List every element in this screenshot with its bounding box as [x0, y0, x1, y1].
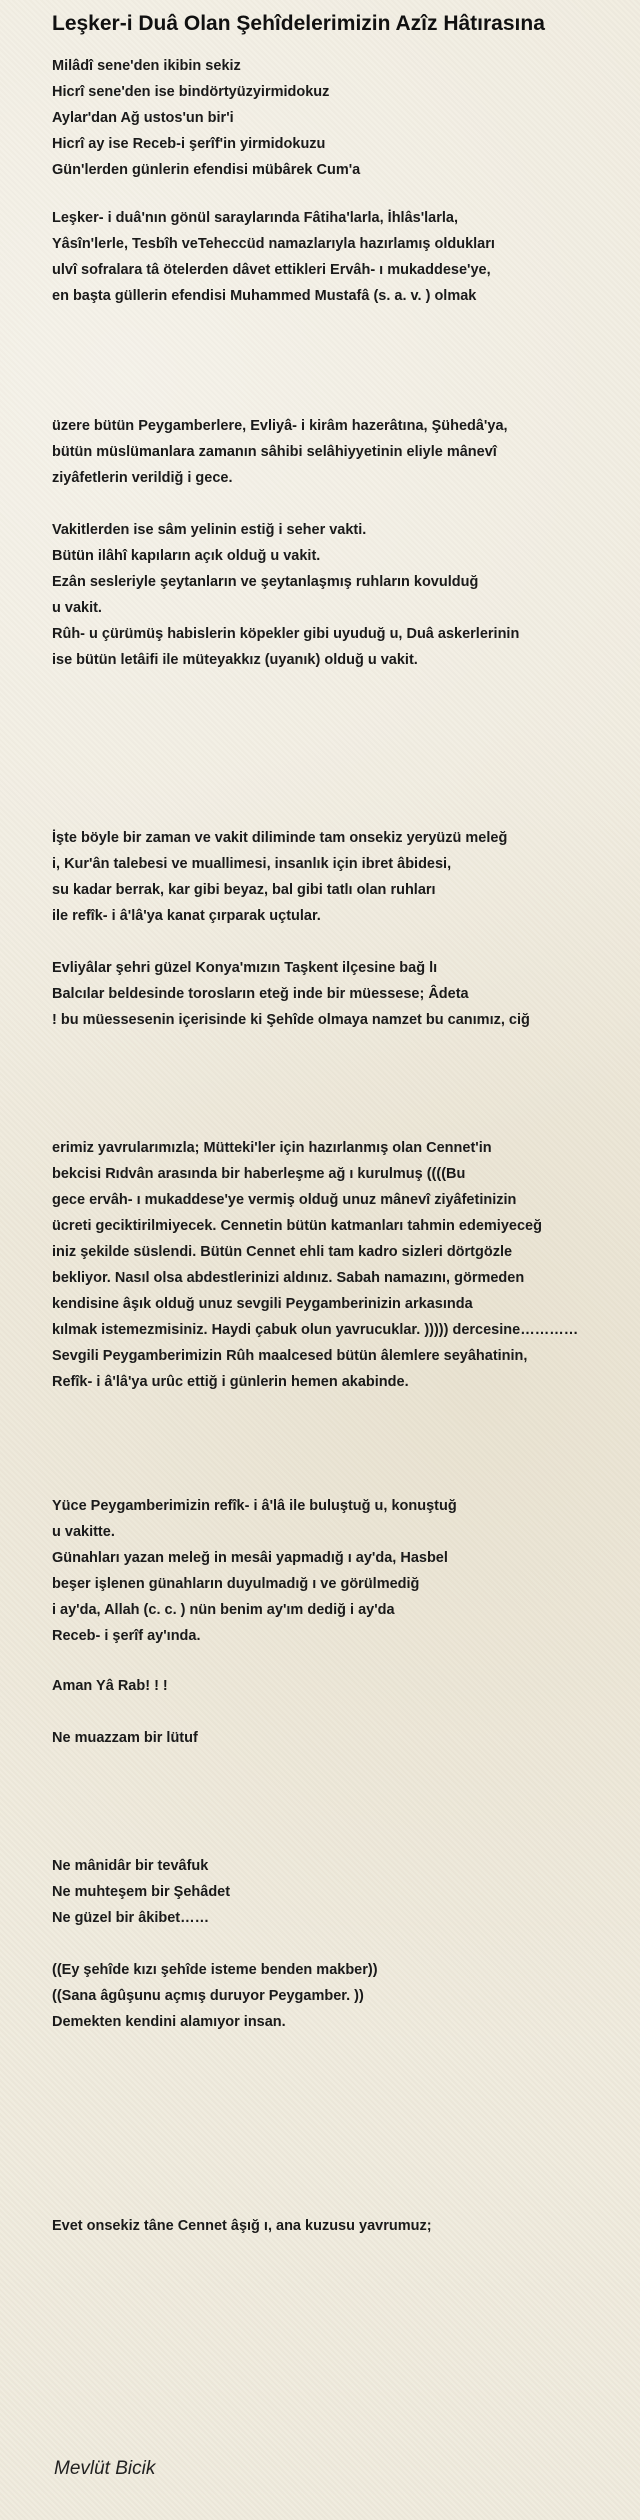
poem-line: i, Kur'ân talebesi ve muallimesi, insanlık için ibret âbidesi, [52, 856, 452, 872]
poem-line: Ne muazzam bir lütuf [52, 1730, 198, 1746]
poem-line: Balcılar beldesinde torosların eteğ inde bir müessese; Âdeta [52, 986, 469, 1002]
stanza-11 [52, 1853, 640, 1931]
poem-line: bekliyor. Nasıl olsa abdestlerinizi aldınız. Sabah namazını, görmeden [52, 1270, 525, 1286]
stanza-8 [52, 1493, 640, 1649]
stanza-9 [52, 1673, 640, 1699]
poem-line: ücreti geciktirilmiyecek. Cennetin bütün katmanları tahmin edemiyeceğ [52, 1218, 542, 1234]
stanza-6 [52, 955, 640, 1033]
poem-line: Refîk- i â'lâ'ya urûc ettiğ i günlerin hemen akabinde. [52, 1374, 409, 1390]
poem-line: Evliyâlar şehri güzel Konya'mızın Taşkent ilçesine bağ lı [52, 960, 438, 976]
poem-line: Ne mânidâr bir tevâfuk [52, 1858, 209, 1874]
poem-line: Hicrî sene'den ise bindörtyüzyirmidokuz [52, 84, 330, 100]
poem-line: kendisine âşık olduğ unuz sevgili Peygamberinizin arkasında [52, 1296, 473, 1312]
poem-line: Sevgili Peygamberimizin Rûh maalcesed bütün âlemlere seyâhatinin, [52, 1348, 528, 1364]
poem-line: gece ervâh- ı mukaddese'ye vermiş olduğ unuz mânevî ziyâfetinizin [52, 1192, 517, 1208]
poem-line: ((Ey şehîde kızı şehîde isteme benden makber)) [52, 1962, 378, 1978]
poem-line: bekcisi Rıdvân arasında bir haberleşme ağ ı kurulmuş ((((Bu [52, 1166, 466, 1182]
stanza-10 [52, 1725, 640, 1751]
poem-line: Yâsîn'lerle, Tesbîh veTeheccüd namazlarıyla hazırlamış oldukları [52, 236, 495, 252]
poem-line: u vakit. [52, 600, 102, 616]
poem-line: Rûh- u çürümüş habislerin köpekler gibi uyuduğ u, Duâ askerlerinin [52, 626, 520, 642]
stanza-3 [52, 413, 640, 491]
poem-line: İşte böyle bir zaman ve vakit diliminde tam onsekiz yeryüzü meleğ [52, 830, 508, 846]
poem-line: i ay'da, Allah (c. c. ) nün benim ay'ım dediğ i ay'da [52, 1602, 395, 1618]
poem-line: erimiz yavrularımızla; Mütteki'ler için hazırlanmış olan Cennet'in [52, 1140, 492, 1156]
poem-line: Receb- i şerîf ay'ında. [52, 1628, 201, 1644]
poem-line: Aman Yâ Rab! ! ! [52, 1678, 168, 1694]
poem-line: Aylar'dan Ağ ustos'un bir'i [52, 110, 234, 126]
poem-line: Ne muhteşem bir Şehâdet [52, 1884, 231, 1900]
stanza-1 [52, 53, 640, 183]
poem-line: Ne güzel bir âkibet…… [52, 1910, 210, 1926]
poem-title: Leşker-i Duâ Olan Şehîdelerimizin Azîz Hâtırasına [52, 12, 545, 35]
poem-line: Vakitlerden ise sâm yelinin estiğ i seher vakti. [52, 522, 367, 538]
poem-line: Leşker- i duâ'nın gönül saraylarında Fâtiha'larla, İhlâs'larla, [52, 210, 459, 226]
poem-line: Evet onsekiz tâne Cennet âşığ ı, ana kuzusu yavrumuz; [52, 2218, 432, 2234]
poem-line: ziyâfetlerin verildiğ i gece. [52, 470, 233, 486]
stanza-2 [52, 205, 640, 309]
stanza-4 [52, 517, 640, 673]
poem-line: u vakitte. [52, 1524, 115, 1540]
poem-line: ((Sana âgûşunu açmış duruyor Peygamber. )) [52, 1988, 364, 2004]
poem-line: ise bütün letâifi ile müteyakkız (uyanık) olduğ u vakit. [52, 652, 418, 668]
poem-line: iniz şekilde süslendi. Bütün Cennet ehli tam kadro sizleri dörtgözle [52, 1244, 513, 1260]
poem-line: Demekten kendini alamıyor insan. [52, 2014, 286, 2030]
poem-line: Gün'lerden günlerin efendisi mübârek Cum'a [52, 162, 361, 178]
poem-line: Milâdî sene'den ikibin sekiz [52, 58, 241, 74]
poem-line: ! bu müessesenin içerisinde ki Şehîde olmaya namzet bu canımız, ciğ [52, 1012, 530, 1028]
poem-line: bütün müslümanlara zamanın sâhibi selâhiyyetinin eliyle mânevî [52, 444, 497, 460]
stanza-7 [52, 1135, 640, 1395]
poem-line: ulvî sofralara tâ ötelerden dâvet ettikleri Ervâh- ı mukaddese'ye, [52, 262, 491, 278]
poem-line: Günahları yazan meleğ in mesâi yapmadığ ı ay'da, Hasbel [52, 1550, 448, 1566]
poem-line: Hicrî ay ise Receb-i şerîf'in yirmidokuzu [52, 136, 326, 152]
author-signature: Mevlüt Bicik [54, 2458, 156, 2479]
poem-line: Yüce Peygamberimizin refîk- i â'lâ ile buluştuğ u, konuştuğ [52, 1498, 457, 1514]
stanza-12 [52, 1957, 640, 2035]
poem-line: en başta güllerin efendisi Muhammed Mustafâ (s. a. v. ) olmak [52, 288, 477, 304]
poem-line: Bütün ilâhî kapıların açık olduğ u vakit. [52, 548, 321, 564]
poem-line: su kadar berrak, kar gibi beyaz, bal gibi tatlı olan ruhları [52, 882, 436, 898]
poem-line: üzere bütün Peygamberlere, Evliyâ- i kirâm hazerâtına, Şühedâ'ya, [52, 418, 508, 434]
stanza-13 [52, 2213, 640, 2239]
poem-line: kılmak istemezmisiniz. Haydi çabuk olun yavrucuklar. ))))) dercesine………… [52, 1322, 579, 1338]
poem-line: ile refîk- i â'lâ'ya kanat çırparak uçtular. [52, 908, 321, 924]
poem-line: beşer işlenen günahların duyulmadığ ı ve görülmediğ [52, 1576, 420, 1592]
stanza-5 [52, 825, 640, 929]
poem-line: Ezân sesleriyle şeytanların ve şeytanlaşmış ruhların kovulduğ [52, 574, 479, 590]
